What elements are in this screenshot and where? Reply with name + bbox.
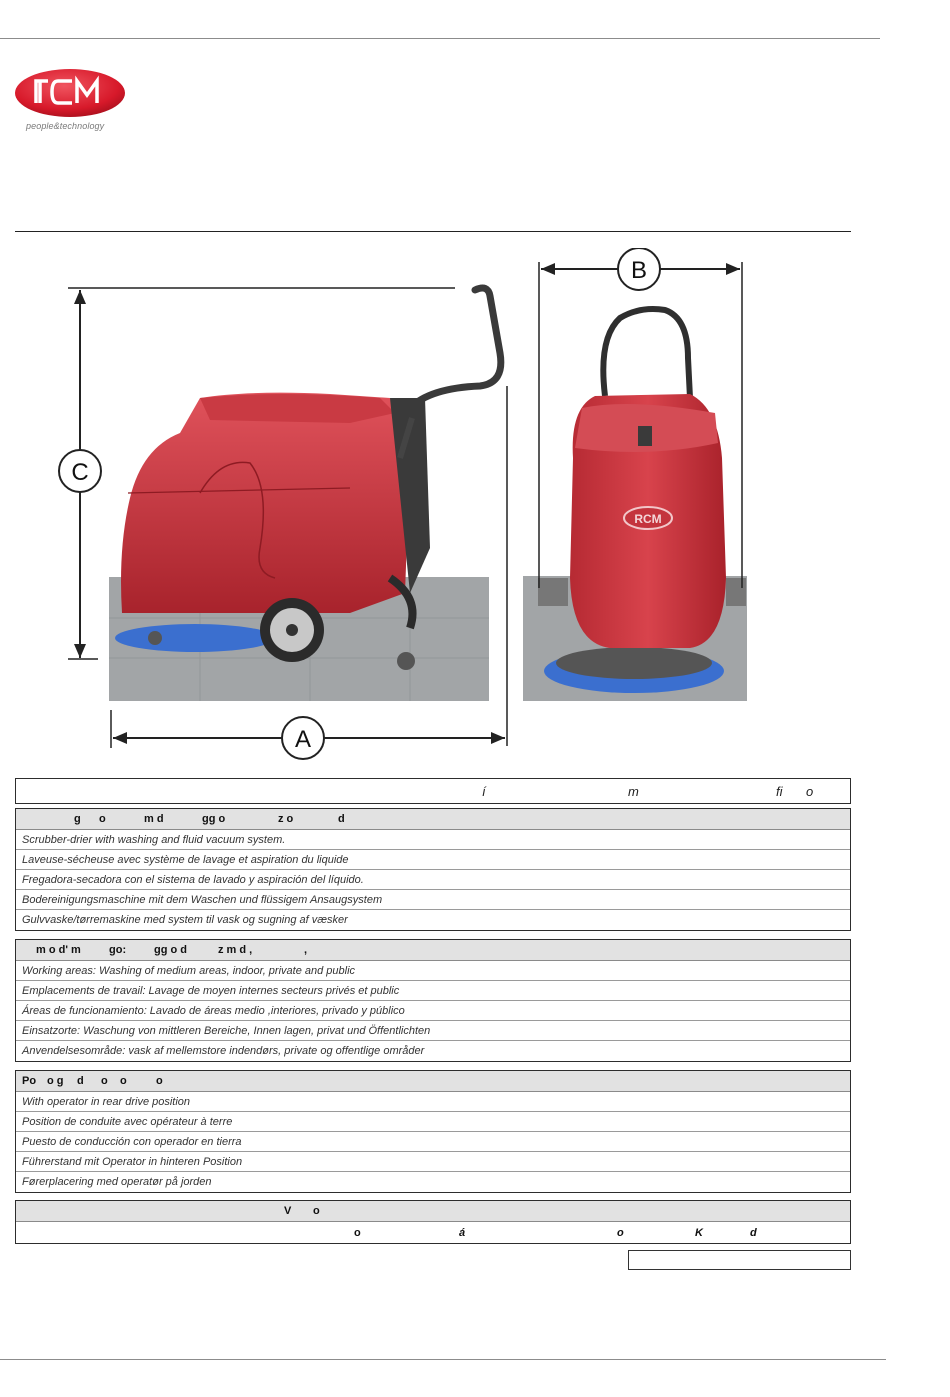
- header-fragment: o g: [47, 1075, 64, 1087]
- section-header: [16, 940, 850, 961]
- table-row: Einsatzorte: Waschung von mittleren Bereiche, Innen lagen, privat und Öffentlichten: [16, 1021, 850, 1041]
- header-fragment: ,: [304, 944, 308, 956]
- title-fragment-2: m: [628, 784, 639, 799]
- subrow-fragment: d: [750, 1227, 757, 1239]
- header-fragment: o: [101, 1075, 108, 1087]
- table-row: Working areas: Washing of medium areas, indoor, private and public: [16, 961, 850, 981]
- header-fragment: o: [99, 813, 106, 825]
- spec-section-versions: [15, 1200, 851, 1244]
- table-row: Áreas de funcionamiento: Lavado de áreas medio ,interiores, privado y público: [16, 1001, 850, 1021]
- subrow-fragment: o: [354, 1227, 361, 1239]
- header-divider: [15, 231, 851, 232]
- table-row: Anvendelsesområde: vask af mellemstore indendørs, private og offentlige områder: [22, 1045, 425, 1057]
- section-subrow: [16, 1222, 850, 1243]
- header-fragment: m o d' m: [36, 944, 81, 956]
- brand-tagline: people&technology: [26, 121, 105, 131]
- dimension-a-label: A: [294, 726, 312, 753]
- title-fragment-4: o: [806, 784, 814, 799]
- spec-section-driving-position: [15, 1070, 851, 1193]
- product-figure: [50, 248, 810, 768]
- header-fragment: gg o: [202, 813, 226, 825]
- header-fragment: o: [156, 1075, 163, 1087]
- dimension-b-label: B: [630, 257, 648, 284]
- header-fragment: go:: [109, 944, 127, 956]
- spec-title-bar: [15, 778, 851, 804]
- header-fragment: m d: [144, 813, 164, 825]
- spec-section-working-areas: [15, 939, 851, 1062]
- header-fragment: z m d ,: [218, 944, 253, 956]
- top-rule: [0, 38, 880, 39]
- bottom-rule: [0, 1359, 886, 1360]
- table-row: Laveuse-sécheuse avec système de lavage et aspiration du liquide: [16, 850, 850, 870]
- table-row: Førerplacering med operatør på jorden: [22, 1176, 212, 1188]
- table-row: Gulvvaske/tørremaskine med system til vask og sugning af væsker: [22, 914, 348, 926]
- subrow-fragment: K: [695, 1227, 703, 1239]
- title-fragment-3: fi: [776, 784, 783, 799]
- header-fragment: z o: [278, 813, 294, 825]
- header-fragment: o: [120, 1075, 127, 1087]
- header-fragment: gg o d: [154, 944, 187, 956]
- table-row: Puesto de conducción con operador en tierra: [16, 1132, 850, 1152]
- header-fragment: o: [313, 1205, 320, 1217]
- subrow-fragment: á: [459, 1227, 466, 1239]
- table-row: Emplacements de travail: Lavage de moyen internes secteurs privés et public: [16, 981, 850, 1001]
- subrow-fragment: o: [617, 1227, 624, 1239]
- header-fragment: Po: [22, 1075, 37, 1087]
- section-header: [16, 1071, 850, 1092]
- spec-section-description: [15, 808, 851, 931]
- table-row: Bodereinigungsmaschine mit dem Waschen und flüssigem Ansaugsystem: [16, 890, 850, 910]
- dimension-c-label: C: [71, 459, 89, 486]
- header-fragment: g: [74, 813, 81, 825]
- empty-note-box: [628, 1250, 851, 1270]
- table-row: With operator in rear drive position: [16, 1092, 850, 1112]
- title-fragment-1: í: [482, 784, 486, 799]
- header-fragment: V: [284, 1205, 292, 1217]
- section-header: [16, 1201, 850, 1222]
- table-row: Fregadora-secadora con el sistema de lavado y aspiración del líquido.: [16, 870, 850, 890]
- table-row: Scrubber-drier with washing and fluid vacuum system.: [16, 830, 850, 850]
- table-row: Führerstand mit Operator in hinteren Position: [16, 1152, 850, 1172]
- header-fragment: d: [338, 813, 345, 825]
- section-header: [16, 809, 850, 830]
- table-row: Position de conduite avec opérateur à terre: [16, 1112, 850, 1132]
- svg-text:RCM: RCM: [634, 512, 662, 526]
- header-fragment: d: [77, 1075, 84, 1087]
